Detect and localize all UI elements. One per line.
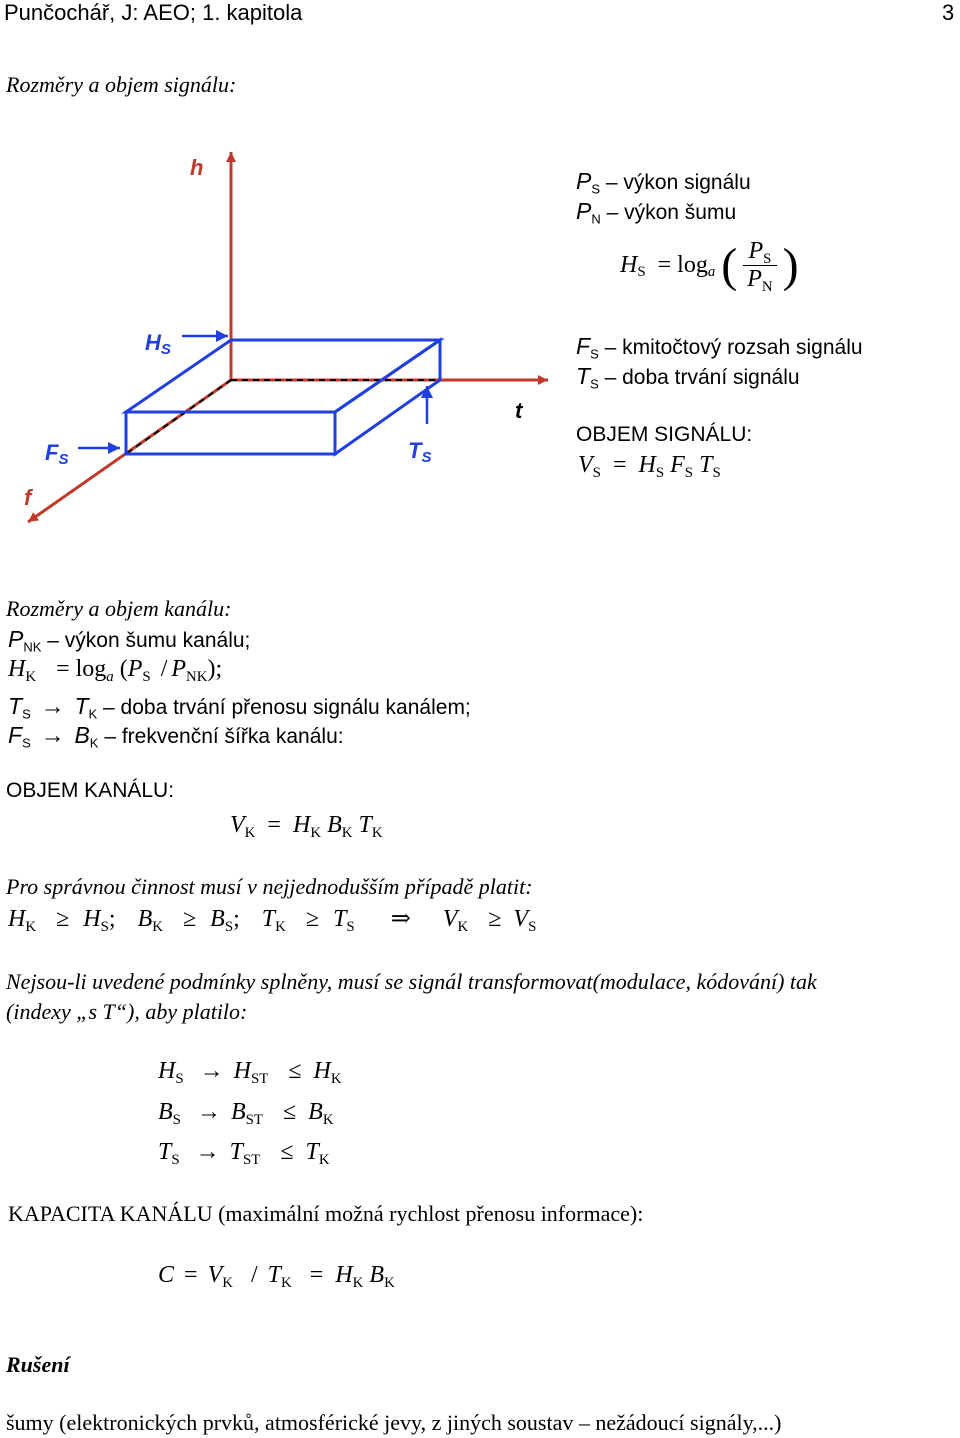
- channel-volume-label: OBJEM KANÁLU:: [6, 779, 175, 802]
- transform-row-t: $T_S \to T_{ST} \le T_K$: [158, 1139, 330, 1169]
- channel-heading: Rozměry a objem kanálu:: [6, 596, 232, 621]
- tk-definition: $T_S \to T_K$ – doba trvání přenosu signálu kanálem;: [8, 693, 471, 722]
- signal-box: [126, 340, 440, 454]
- axis-t-label: t: [515, 398, 523, 423]
- signal-volume-formula: $V_S = H_S$ $F_S$ $T_S$: [578, 452, 721, 482]
- hs-log-formula: $H_S = \log_a$ ( $\frac{P_S}{P_N}$ ): [620, 238, 799, 296]
- pnk-definition: $P_{NK}$ – výkon šumu kanálu;: [8, 626, 251, 655]
- axis-h-label: h: [190, 155, 204, 180]
- signal-heading: Rozměry a objem signálu:: [6, 72, 237, 97]
- channel-volume-formula: $V_K = H_K$ $B_K$ $T_K$: [230, 812, 383, 842]
- noise-heading: Rušení: [6, 1352, 70, 1377]
- transform-text-line2: (indexy „s T“), aby platilo:: [6, 999, 248, 1024]
- ps-definition: $P_S$ – výkon signálu: [576, 168, 751, 197]
- svg-text:TS: TS: [408, 438, 432, 466]
- signal-volume-label: OBJEM SIGNÁLU:: [576, 423, 753, 446]
- svg-text:FS: FS: [45, 440, 69, 468]
- capacity-text: KAPACITA KANÁLU (maximální možná rychlost přenosu informace):: [8, 1201, 644, 1226]
- pn-definition: $P_N$ – výkon šumu: [576, 198, 737, 227]
- transform-row-b: $B_S \to B_{ST} \le B_K$: [158, 1099, 334, 1129]
- svg-text:HS: HS: [145, 330, 171, 358]
- hk-log-formula: $H_K = \log_a (P_S / P_{NK})$;: [8, 656, 223, 686]
- fs-definition: $F_S$ – kmitočtový rozsah signálu: [576, 333, 863, 362]
- noise-text: šumy (elektronických prvků, atmosférické jevy, z jiných soustav – nežádoucí signály,...): [6, 1410, 782, 1435]
- condition-text: Pro správnou činnost musí v nejjednodušším případě platit:: [6, 874, 533, 899]
- bk-definition: $F_S \to B_K$ – frekvenční šířka kanálu:: [8, 722, 344, 751]
- capacity-formula: $C = V_K / T_K = H_K$ $B_K$: [158, 1262, 395, 1292]
- ts-label: T: [408, 438, 422, 463]
- running-header: Punčochář, J: AEO; 1. kapitola: [4, 0, 303, 25]
- signal-dimensions-diagram: [0, 140, 560, 540]
- transform-text-line1: Nejsou-li uvedené podmínky splněny, musí se signál transformovat(modulace, kódování) tak: [6, 969, 817, 994]
- fs-label: F: [45, 440, 59, 465]
- ts-definition: $T_S$ – doba trvání signálu: [576, 363, 800, 392]
- axis-f-label: f: [24, 485, 32, 510]
- transform-row-h: $H_S \to H_{ST} \le H_K$: [158, 1058, 342, 1088]
- page-number: 3: [942, 0, 955, 25]
- condition-inequalities: $H_K \ge H_S$; $B_K \ge B_S$; $T_K \ge T_S$ ⇒ $V_K \ge V_S$: [8, 906, 537, 936]
- hs-label: H: [145, 330, 161, 355]
